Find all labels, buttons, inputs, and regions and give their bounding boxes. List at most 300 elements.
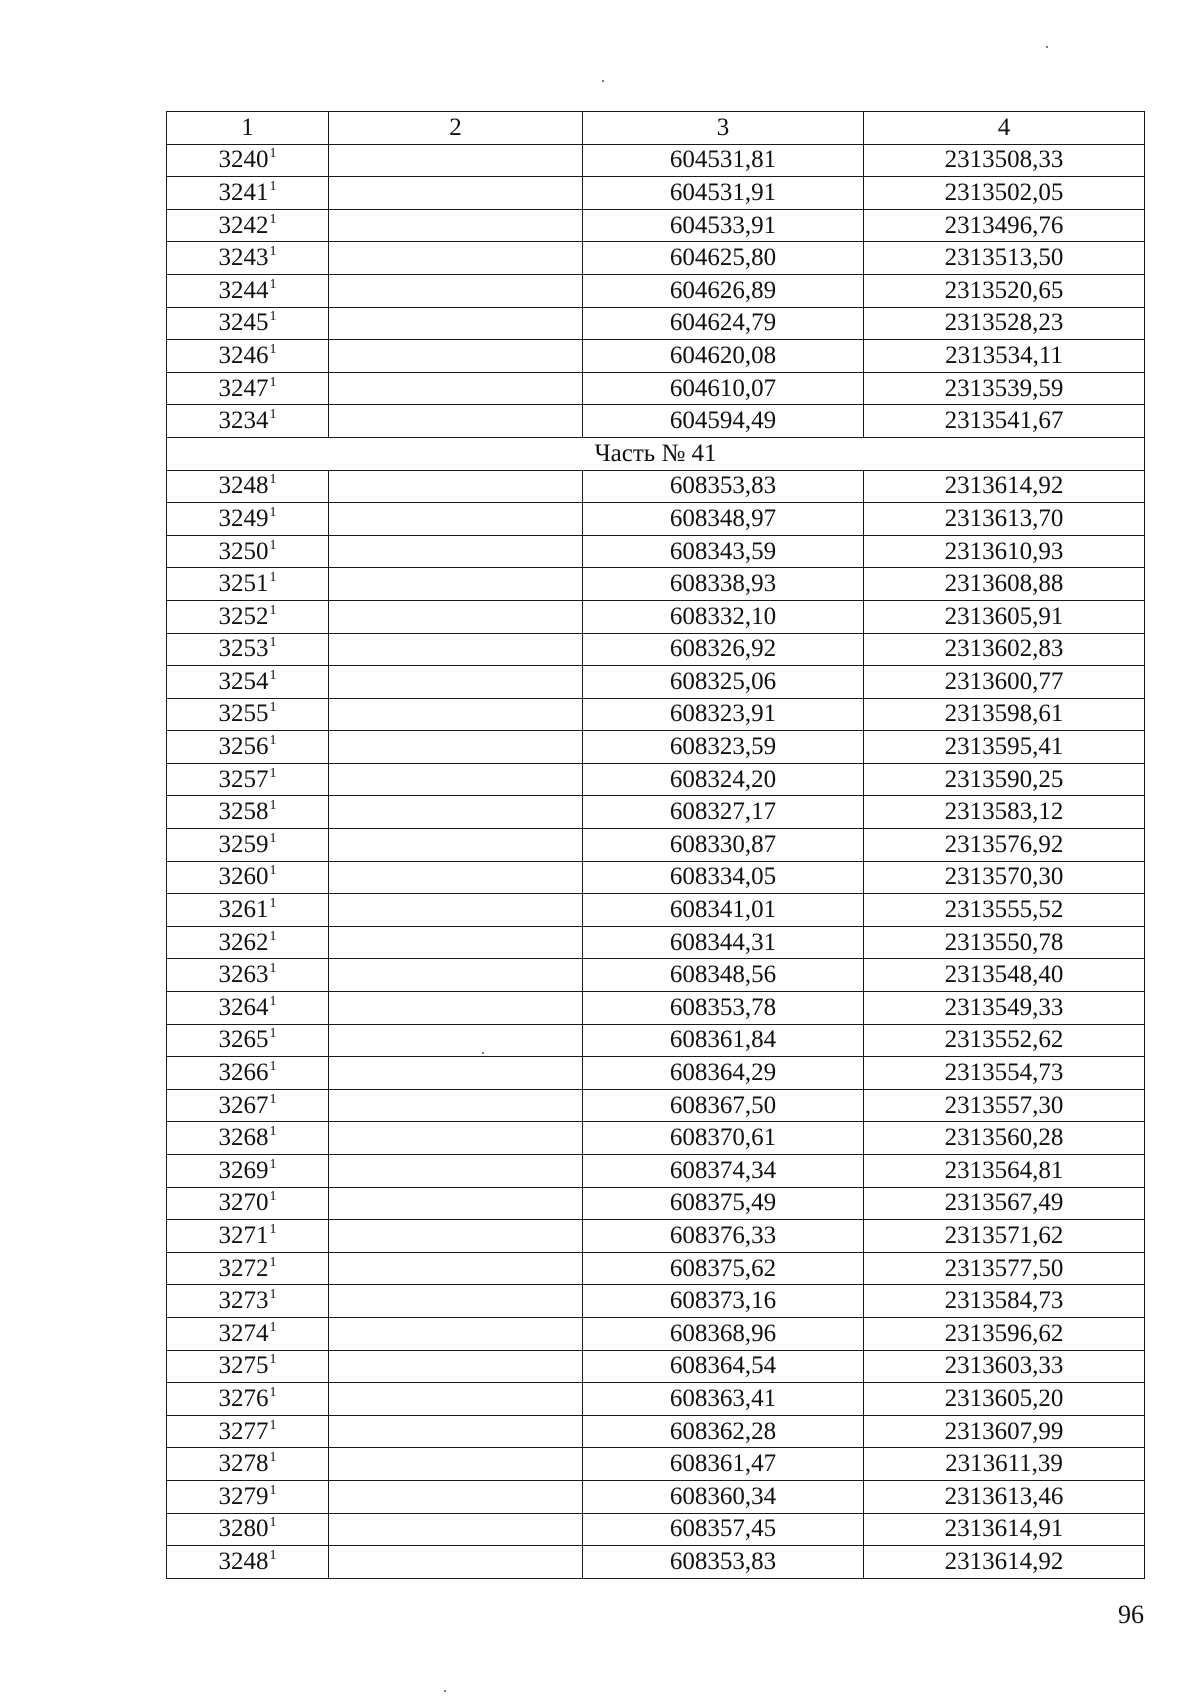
point-number-superscript: 1 bbox=[269, 374, 277, 390]
empty-cell bbox=[329, 731, 583, 764]
group-2-rows bbox=[167, 470, 1145, 1578]
empty-cell bbox=[329, 926, 583, 959]
table-row bbox=[167, 666, 1145, 699]
point-number-cell bbox=[167, 1513, 329, 1546]
point-number-cell bbox=[167, 1350, 329, 1383]
x-coordinate-cell: 604531,81 bbox=[583, 144, 864, 177]
y-coordinate-cell: 2313570,30 bbox=[864, 861, 1145, 894]
empty-cell bbox=[329, 340, 583, 373]
point-number-superscript: 1 bbox=[269, 1417, 277, 1433]
y-coordinate-cell: 2313554,73 bbox=[864, 1057, 1145, 1090]
x-coordinate-cell: 608357,45 bbox=[583, 1513, 864, 1546]
point-number: 3267 bbox=[218, 1091, 269, 1119]
x-coordinate-cell: 604533,91 bbox=[583, 209, 864, 242]
point-number: 3250 bbox=[218, 537, 269, 565]
header-cell-1: 1 bbox=[167, 112, 329, 145]
point-number-superscript: 1 bbox=[269, 276, 277, 292]
x-coordinate-cell: 608375,62 bbox=[583, 1252, 864, 1285]
point-number-cell bbox=[167, 535, 329, 568]
table-row bbox=[167, 731, 1145, 764]
table-row bbox=[167, 796, 1145, 829]
scan-speck bbox=[1046, 46, 1048, 48]
table-row bbox=[167, 274, 1145, 307]
point-number: 3244 bbox=[218, 276, 269, 304]
coordinates-table bbox=[166, 111, 1145, 1579]
x-coordinate-cell: 608341,01 bbox=[583, 894, 864, 927]
table-row bbox=[167, 1317, 1145, 1350]
page-number: 96 bbox=[1118, 1600, 1144, 1629]
table-row bbox=[167, 633, 1145, 666]
section-row bbox=[167, 437, 1145, 470]
point-number: 3258 bbox=[218, 798, 269, 826]
point-number: 3243 bbox=[218, 244, 269, 272]
empty-cell bbox=[329, 405, 583, 438]
y-coordinate-cell: 2313605,91 bbox=[864, 600, 1145, 633]
point-number-superscript: 1 bbox=[269, 1482, 277, 1498]
point-number-superscript: 1 bbox=[269, 1254, 277, 1270]
x-coordinate-cell: 608323,91 bbox=[583, 698, 864, 731]
point-number-cell bbox=[167, 1252, 329, 1285]
y-coordinate-cell: 2313548,40 bbox=[864, 959, 1145, 992]
group-1-rows bbox=[167, 144, 1145, 437]
point-number-superscript: 1 bbox=[269, 896, 277, 912]
empty-cell bbox=[329, 1415, 583, 1448]
x-coordinate-cell: 608373,16 bbox=[583, 1285, 864, 1318]
x-coordinate-cell: 608370,61 bbox=[583, 1122, 864, 1155]
point-number-superscript: 1 bbox=[269, 993, 277, 1009]
y-coordinate-cell: 2313614,92 bbox=[864, 1546, 1145, 1579]
y-coordinate-cell: 2313557,30 bbox=[864, 1089, 1145, 1122]
table-row bbox=[167, 1415, 1145, 1448]
x-coordinate-cell: 608361,47 bbox=[583, 1448, 864, 1481]
point-number-cell bbox=[167, 698, 329, 731]
point-number: 3247 bbox=[218, 374, 269, 402]
point-number: 3274 bbox=[218, 1319, 269, 1347]
point-number-cell bbox=[167, 568, 329, 601]
point-number-cell bbox=[167, 1415, 329, 1448]
point-number-superscript: 1 bbox=[269, 733, 277, 749]
y-coordinate-cell: 2313614,91 bbox=[864, 1513, 1145, 1546]
table-row bbox=[167, 1546, 1145, 1579]
y-coordinate-cell: 2313598,61 bbox=[864, 698, 1145, 731]
point-number-superscript: 1 bbox=[269, 928, 277, 944]
point-number: 3256 bbox=[218, 733, 269, 761]
table-row bbox=[167, 470, 1145, 503]
table-row bbox=[167, 926, 1145, 959]
table-row bbox=[167, 1155, 1145, 1188]
point-number: 3234 bbox=[218, 407, 269, 435]
point-number-cell bbox=[167, 600, 329, 633]
x-coordinate-cell: 604625,80 bbox=[583, 242, 864, 275]
x-coordinate-cell: 608353,83 bbox=[583, 1546, 864, 1579]
x-coordinate-cell: 604594,49 bbox=[583, 405, 864, 438]
empty-cell bbox=[329, 1448, 583, 1481]
point-number-superscript: 1 bbox=[269, 341, 277, 357]
section-title: Часть № 41 bbox=[167, 437, 1145, 470]
y-coordinate-cell: 2313552,62 bbox=[864, 1024, 1145, 1057]
section-heading bbox=[167, 437, 1145, 470]
point-number-superscript: 1 bbox=[269, 1026, 277, 1042]
empty-cell bbox=[329, 242, 583, 275]
point-number-superscript: 1 bbox=[269, 602, 277, 618]
point-number-superscript: 1 bbox=[269, 1124, 277, 1140]
point-number: 3248 bbox=[218, 1547, 269, 1575]
point-number: 3240 bbox=[218, 146, 269, 174]
table-row bbox=[167, 340, 1145, 373]
x-coordinate-cell: 608323,59 bbox=[583, 731, 864, 764]
empty-cell bbox=[329, 1350, 583, 1383]
point-number-superscript: 1 bbox=[269, 407, 277, 423]
point-number-cell bbox=[167, 1155, 329, 1188]
table-row bbox=[167, 503, 1145, 536]
x-coordinate-cell: 608325,06 bbox=[583, 666, 864, 699]
table-row bbox=[167, 1187, 1145, 1220]
point-number-superscript: 1 bbox=[269, 244, 277, 260]
point-number: 3257 bbox=[218, 765, 269, 793]
point-number-cell bbox=[167, 209, 329, 242]
point-number: 3254 bbox=[218, 667, 269, 695]
point-number: 3251 bbox=[218, 570, 269, 598]
point-number: 3266 bbox=[218, 1059, 269, 1087]
table-row bbox=[167, 1089, 1145, 1122]
point-number-superscript: 1 bbox=[269, 1059, 277, 1075]
table-row bbox=[167, 1480, 1145, 1513]
point-number-cell bbox=[167, 307, 329, 340]
table-row bbox=[167, 535, 1145, 568]
table-row bbox=[167, 861, 1145, 894]
y-coordinate-cell: 2313596,62 bbox=[864, 1317, 1145, 1350]
point-number-cell bbox=[167, 633, 329, 666]
y-coordinate-cell: 2313502,05 bbox=[864, 177, 1145, 210]
empty-cell bbox=[329, 763, 583, 796]
empty-cell bbox=[329, 1513, 583, 1546]
point-number-cell bbox=[167, 470, 329, 503]
x-coordinate-cell: 608360,34 bbox=[583, 1480, 864, 1513]
y-coordinate-cell: 2313605,20 bbox=[864, 1383, 1145, 1416]
point-number-superscript: 1 bbox=[269, 961, 277, 977]
x-coordinate-cell: 608324,20 bbox=[583, 763, 864, 796]
point-number-cell bbox=[167, 763, 329, 796]
scan-speck bbox=[602, 80, 604, 82]
empty-cell bbox=[329, 177, 583, 210]
point-number-cell bbox=[167, 1187, 329, 1220]
empty-cell bbox=[329, 274, 583, 307]
point-number: 3262 bbox=[218, 928, 269, 956]
y-coordinate-cell: 2313613,70 bbox=[864, 503, 1145, 536]
x-coordinate-cell: 608375,49 bbox=[583, 1187, 864, 1220]
empty-cell bbox=[329, 1089, 583, 1122]
y-coordinate-cell: 2313590,25 bbox=[864, 763, 1145, 796]
y-coordinate-cell: 2313550,78 bbox=[864, 926, 1145, 959]
point-number: 3265 bbox=[218, 1026, 269, 1054]
point-number-superscript: 1 bbox=[269, 1156, 277, 1172]
y-coordinate-cell: 2313610,93 bbox=[864, 535, 1145, 568]
point-number-cell bbox=[167, 405, 329, 438]
table-row bbox=[167, 992, 1145, 1025]
y-coordinate-cell: 2313608,88 bbox=[864, 568, 1145, 601]
point-number: 3252 bbox=[218, 602, 269, 630]
y-coordinate-cell: 2313496,76 bbox=[864, 209, 1145, 242]
point-number-cell bbox=[167, 1089, 329, 1122]
point-number: 3248 bbox=[218, 472, 269, 500]
y-coordinate-cell: 2313560,28 bbox=[864, 1122, 1145, 1155]
empty-cell bbox=[329, 209, 583, 242]
empty-cell bbox=[329, 698, 583, 731]
y-coordinate-cell: 2313614,92 bbox=[864, 470, 1145, 503]
x-coordinate-cell: 604624,79 bbox=[583, 307, 864, 340]
table-row bbox=[167, 405, 1145, 438]
x-coordinate-cell: 608334,05 bbox=[583, 861, 864, 894]
point-number-cell bbox=[167, 666, 329, 699]
point-number-superscript: 1 bbox=[269, 1384, 277, 1400]
point-number-superscript: 1 bbox=[269, 765, 277, 781]
point-number: 3264 bbox=[218, 993, 269, 1021]
point-number-cell bbox=[167, 1057, 329, 1090]
y-coordinate-cell: 2313528,23 bbox=[864, 307, 1145, 340]
empty-cell bbox=[329, 633, 583, 666]
point-number: 3245 bbox=[218, 309, 269, 337]
point-number-cell bbox=[167, 1546, 329, 1579]
empty-cell bbox=[329, 861, 583, 894]
y-coordinate-cell: 2313613,46 bbox=[864, 1480, 1145, 1513]
table-row bbox=[167, 177, 1145, 210]
empty-cell bbox=[329, 1024, 583, 1057]
scan-speck bbox=[444, 1690, 446, 1692]
empty-cell bbox=[329, 1383, 583, 1416]
point-number-superscript: 1 bbox=[269, 504, 277, 520]
x-coordinate-cell: 604610,07 bbox=[583, 372, 864, 405]
y-coordinate-cell: 2313555,52 bbox=[864, 894, 1145, 927]
point-number: 3280 bbox=[218, 1515, 269, 1543]
empty-cell bbox=[329, 568, 583, 601]
point-number-cell bbox=[167, 242, 329, 275]
point-number: 3269 bbox=[218, 1156, 269, 1184]
x-coordinate-cell: 608338,93 bbox=[583, 568, 864, 601]
point-number-superscript: 1 bbox=[269, 635, 277, 651]
x-coordinate-cell: 604531,91 bbox=[583, 177, 864, 210]
point-number-cell bbox=[167, 992, 329, 1025]
point-number: 3261 bbox=[218, 896, 269, 924]
point-number-superscript: 1 bbox=[269, 863, 277, 879]
point-number: 3263 bbox=[218, 961, 269, 989]
point-number-cell bbox=[167, 731, 329, 764]
table-row bbox=[167, 372, 1145, 405]
empty-cell bbox=[329, 1122, 583, 1155]
x-coordinate-cell: 608362,28 bbox=[583, 1415, 864, 1448]
point-number: 3277 bbox=[218, 1417, 269, 1445]
y-coordinate-cell: 2313520,65 bbox=[864, 274, 1145, 307]
point-number-cell bbox=[167, 894, 329, 927]
point-number-cell bbox=[167, 1480, 329, 1513]
point-number-superscript: 1 bbox=[269, 700, 277, 716]
table-row bbox=[167, 307, 1145, 340]
point-number-cell bbox=[167, 796, 329, 829]
point-number-cell bbox=[167, 274, 329, 307]
point-number-superscript: 1 bbox=[269, 211, 277, 227]
y-coordinate-cell: 2313603,33 bbox=[864, 1350, 1145, 1383]
y-coordinate-cell: 2313600,77 bbox=[864, 666, 1145, 699]
point-number: 3260 bbox=[218, 863, 269, 891]
x-coordinate-cell: 608376,33 bbox=[583, 1220, 864, 1253]
point-number: 3253 bbox=[218, 635, 269, 663]
table-row bbox=[167, 1285, 1145, 1318]
x-coordinate-cell: 608327,17 bbox=[583, 796, 864, 829]
x-coordinate-cell: 604626,89 bbox=[583, 274, 864, 307]
x-coordinate-cell: 608363,41 bbox=[583, 1383, 864, 1416]
point-number-cell bbox=[167, 144, 329, 177]
x-coordinate-cell: 608344,31 bbox=[583, 926, 864, 959]
empty-cell bbox=[329, 470, 583, 503]
x-coordinate-cell: 608332,10 bbox=[583, 600, 864, 633]
table-row bbox=[167, 763, 1145, 796]
y-coordinate-cell: 2313583,12 bbox=[864, 796, 1145, 829]
x-coordinate-cell: 608348,56 bbox=[583, 959, 864, 992]
y-coordinate-cell: 2313549,33 bbox=[864, 992, 1145, 1025]
point-number-superscript: 1 bbox=[269, 1287, 277, 1303]
y-coordinate-cell: 2313584,73 bbox=[864, 1285, 1145, 1318]
point-number-cell bbox=[167, 829, 329, 862]
empty-cell bbox=[329, 1155, 583, 1188]
header-cell-2: 2 bbox=[329, 112, 583, 145]
point-number-superscript: 1 bbox=[269, 1450, 277, 1466]
x-coordinate-cell: 608374,34 bbox=[583, 1155, 864, 1188]
table-row bbox=[167, 1252, 1145, 1285]
y-coordinate-cell: 2313567,49 bbox=[864, 1187, 1145, 1220]
point-number: 3271 bbox=[218, 1221, 269, 1249]
table-row bbox=[167, 209, 1145, 242]
header-row bbox=[167, 112, 1145, 145]
point-number-superscript: 1 bbox=[269, 798, 277, 814]
point-number-cell bbox=[167, 1122, 329, 1155]
point-number-superscript: 1 bbox=[269, 1352, 277, 1368]
point-number: 3275 bbox=[218, 1352, 269, 1380]
y-coordinate-cell: 2313534,11 bbox=[864, 340, 1145, 373]
point-number: 3272 bbox=[218, 1254, 269, 1282]
point-number-superscript: 1 bbox=[269, 1091, 277, 1107]
point-number-superscript: 1 bbox=[269, 537, 277, 553]
point-number-superscript: 1 bbox=[269, 667, 277, 683]
empty-cell bbox=[329, 1187, 583, 1220]
point-number: 3278 bbox=[218, 1450, 269, 1478]
table-row bbox=[167, 144, 1145, 177]
empty-cell bbox=[329, 1480, 583, 1513]
x-coordinate-cell: 608364,29 bbox=[583, 1057, 864, 1090]
point-number-superscript: 1 bbox=[269, 178, 277, 194]
empty-cell bbox=[329, 1285, 583, 1318]
point-number: 3249 bbox=[218, 504, 269, 532]
point-number-superscript: 1 bbox=[269, 472, 277, 488]
empty-cell bbox=[329, 894, 583, 927]
table-row bbox=[167, 568, 1145, 601]
y-coordinate-cell: 2313541,67 bbox=[864, 405, 1145, 438]
point-number-cell bbox=[167, 177, 329, 210]
table-row bbox=[167, 959, 1145, 992]
x-coordinate-cell: 604620,08 bbox=[583, 340, 864, 373]
x-coordinate-cell: 608326,92 bbox=[583, 633, 864, 666]
point-number-cell bbox=[167, 372, 329, 405]
point-number-superscript: 1 bbox=[269, 146, 277, 162]
empty-cell bbox=[329, 959, 583, 992]
y-coordinate-cell: 2313602,83 bbox=[864, 633, 1145, 666]
empty-cell bbox=[329, 666, 583, 699]
y-coordinate-cell: 2313564,81 bbox=[864, 1155, 1145, 1188]
x-coordinate-cell: 608353,83 bbox=[583, 470, 864, 503]
point-number-superscript: 1 bbox=[269, 570, 277, 586]
empty-cell bbox=[329, 144, 583, 177]
point-number: 3270 bbox=[218, 1189, 269, 1217]
y-coordinate-cell: 2313513,50 bbox=[864, 242, 1145, 275]
x-coordinate-cell: 608348,97 bbox=[583, 503, 864, 536]
table-row bbox=[167, 1513, 1145, 1546]
point-number-cell bbox=[167, 861, 329, 894]
empty-cell bbox=[329, 535, 583, 568]
table-row bbox=[167, 600, 1145, 633]
point-number-superscript: 1 bbox=[269, 1221, 277, 1237]
empty-cell bbox=[329, 1317, 583, 1350]
point-number: 3246 bbox=[218, 341, 269, 369]
table-row bbox=[167, 1057, 1145, 1090]
table-row bbox=[167, 1122, 1145, 1155]
empty-cell bbox=[329, 1546, 583, 1579]
table-row bbox=[167, 698, 1145, 731]
point-number: 3255 bbox=[218, 700, 269, 728]
empty-cell bbox=[329, 503, 583, 536]
point-number-cell bbox=[167, 340, 329, 373]
scan-speck bbox=[482, 1052, 484, 1054]
point-number-cell bbox=[167, 1285, 329, 1318]
empty-cell bbox=[329, 796, 583, 829]
point-number: 3259 bbox=[218, 830, 269, 858]
point-number-cell bbox=[167, 959, 329, 992]
y-coordinate-cell: 2313607,99 bbox=[864, 1415, 1145, 1448]
table-row bbox=[167, 1024, 1145, 1057]
point-number-superscript: 1 bbox=[269, 830, 277, 846]
x-coordinate-cell: 608367,50 bbox=[583, 1089, 864, 1122]
empty-cell bbox=[329, 600, 583, 633]
point-number-cell bbox=[167, 1317, 329, 1350]
point-number-superscript: 1 bbox=[269, 1515, 277, 1531]
table-row bbox=[167, 1448, 1145, 1481]
x-coordinate-cell: 608353,78 bbox=[583, 992, 864, 1025]
point-number-superscript: 1 bbox=[269, 309, 277, 325]
x-coordinate-cell: 608364,54 bbox=[583, 1350, 864, 1383]
point-number-cell bbox=[167, 926, 329, 959]
point-number: 3241 bbox=[218, 178, 269, 206]
point-number-cell bbox=[167, 1024, 329, 1057]
point-number: 3273 bbox=[218, 1287, 269, 1315]
table-row bbox=[167, 242, 1145, 275]
table-row bbox=[167, 1350, 1145, 1383]
header-cell-3: 3 bbox=[583, 112, 864, 145]
point-number-superscript: 1 bbox=[269, 1189, 277, 1205]
y-coordinate-cell: 2313571,62 bbox=[864, 1220, 1145, 1253]
table-row bbox=[167, 1220, 1145, 1253]
table-row bbox=[167, 894, 1145, 927]
x-coordinate-cell: 608330,87 bbox=[583, 829, 864, 862]
empty-cell bbox=[329, 372, 583, 405]
y-coordinate-cell: 2313577,50 bbox=[864, 1252, 1145, 1285]
table-row bbox=[167, 829, 1145, 862]
point-number-superscript: 1 bbox=[269, 1319, 277, 1335]
point-number: 3268 bbox=[218, 1124, 269, 1152]
y-coordinate-cell: 2313508,33 bbox=[864, 144, 1145, 177]
empty-cell bbox=[329, 307, 583, 340]
x-coordinate-cell: 608343,59 bbox=[583, 535, 864, 568]
empty-cell bbox=[329, 829, 583, 862]
empty-cell bbox=[329, 1220, 583, 1253]
empty-cell bbox=[329, 992, 583, 1025]
y-coordinate-cell: 2313611,39 bbox=[864, 1448, 1145, 1481]
